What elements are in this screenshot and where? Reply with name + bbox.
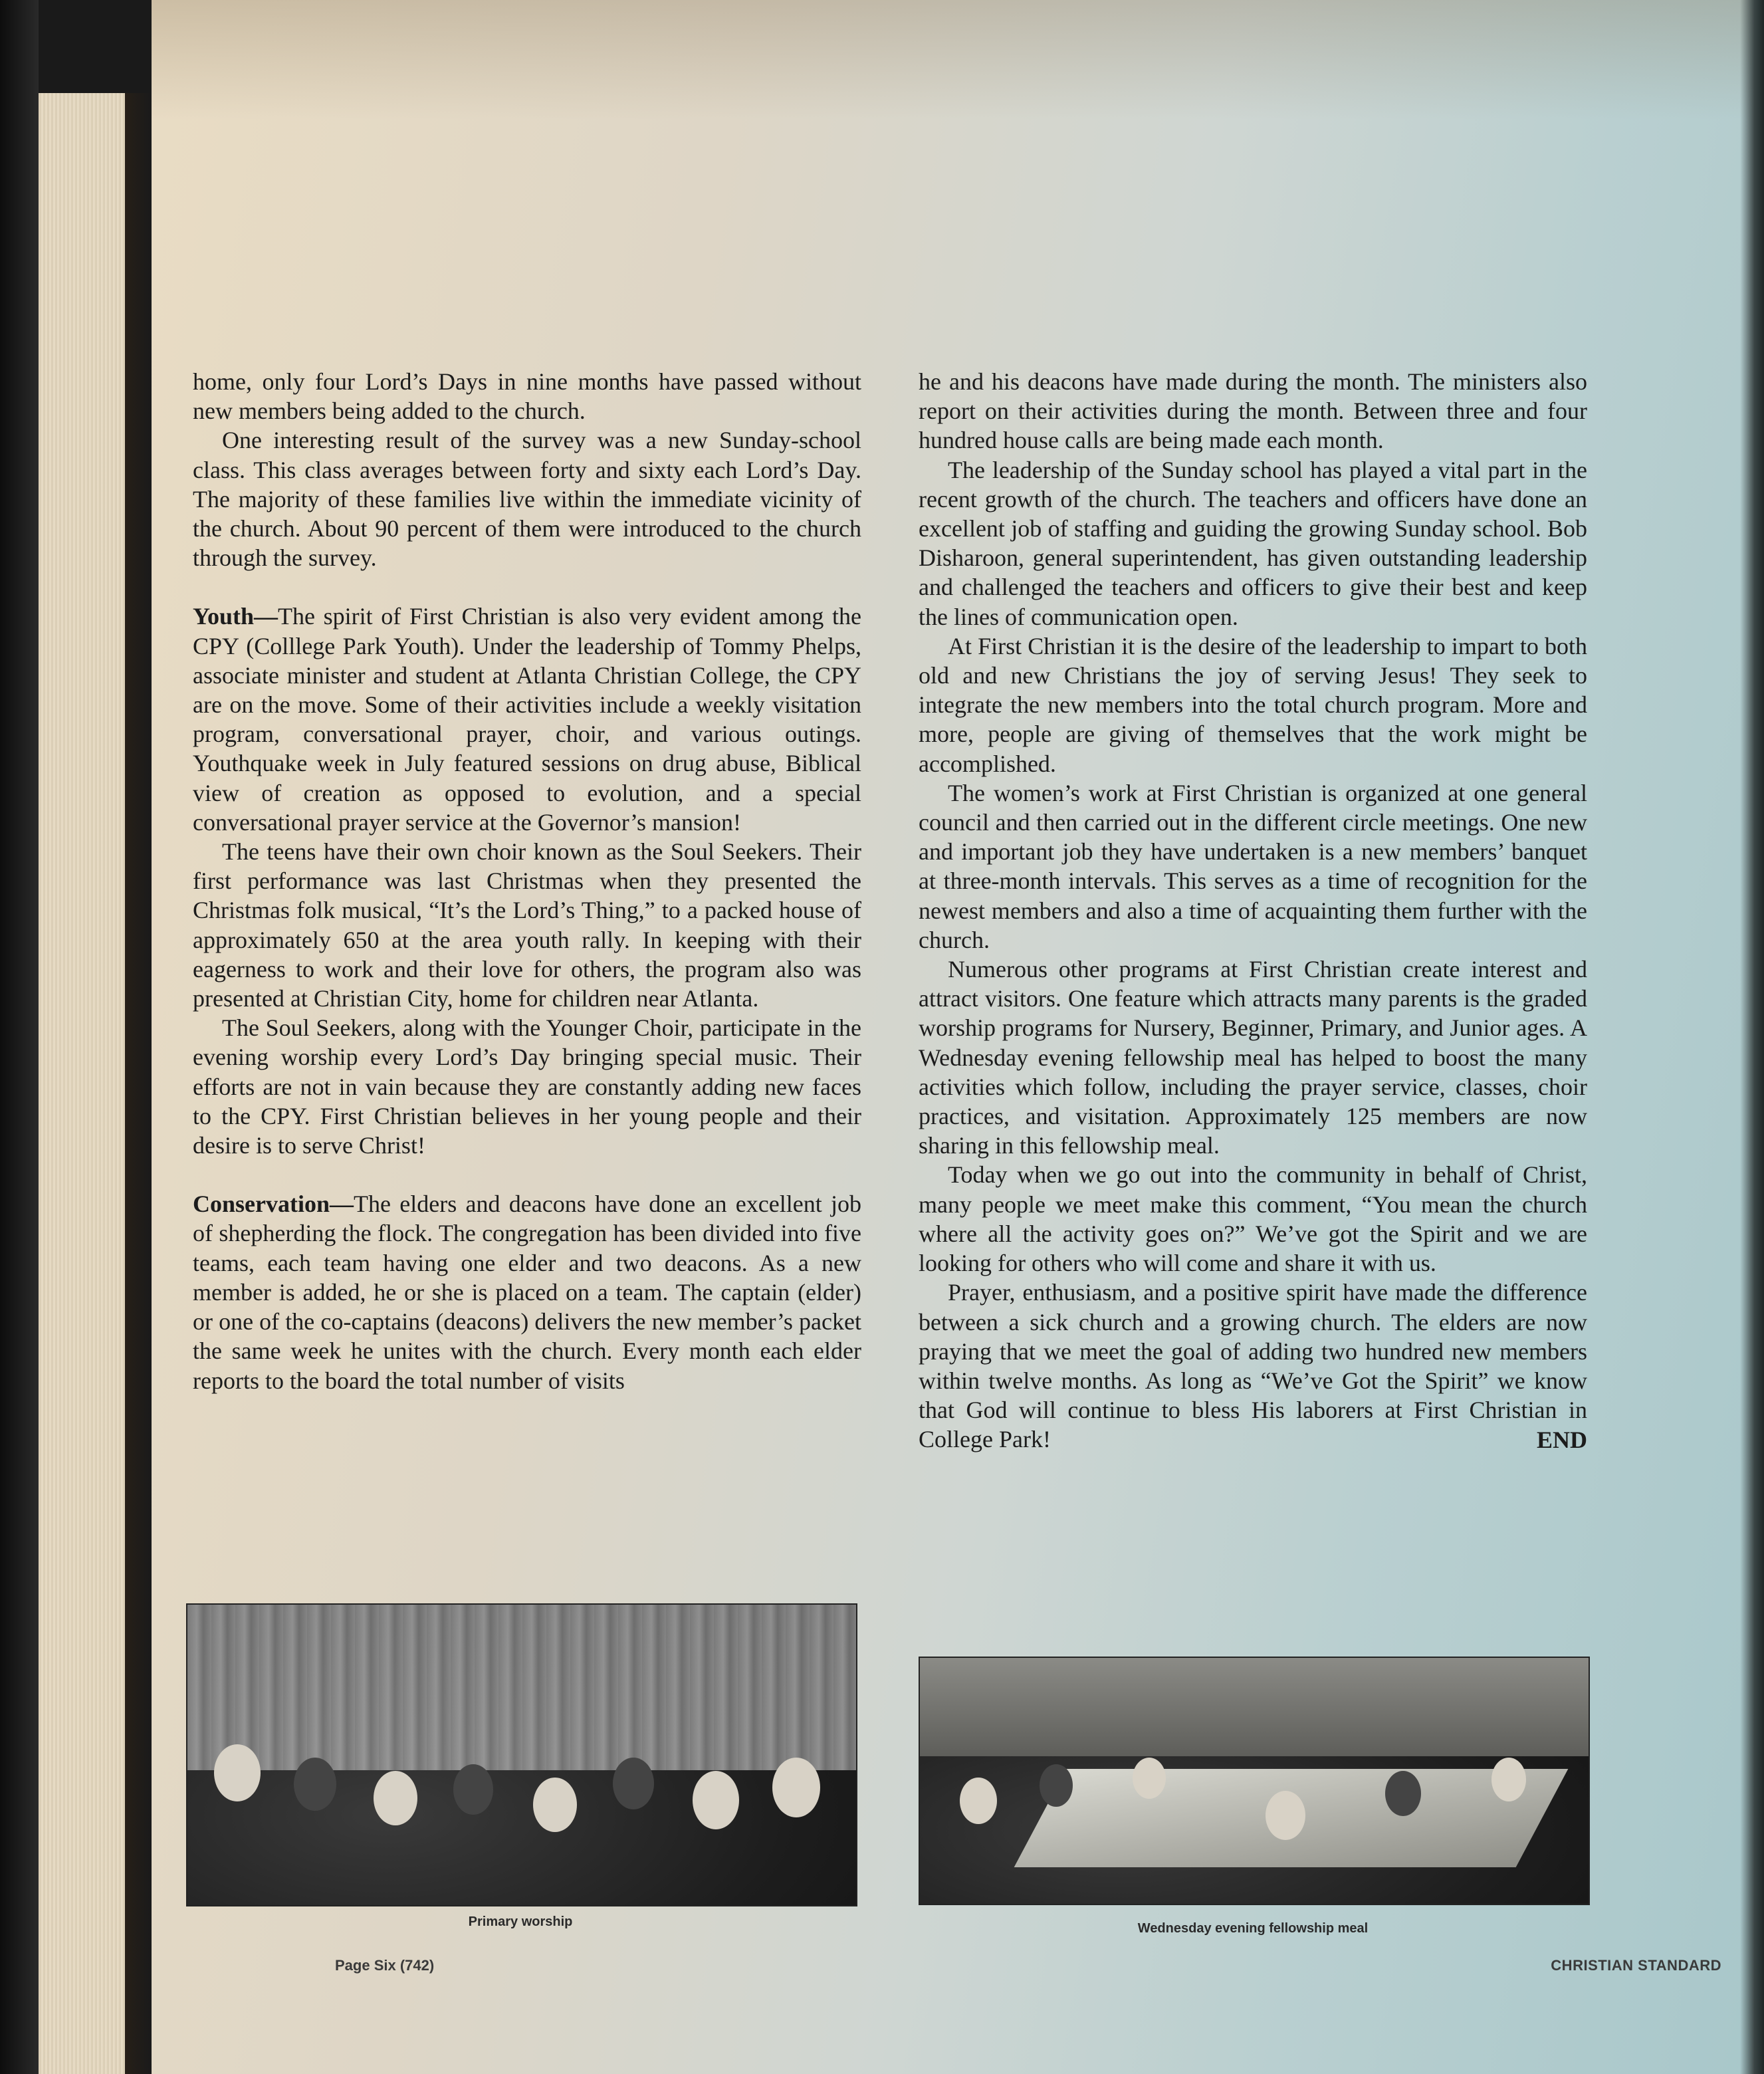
page-stack-edge [39,93,125,2074]
book-binding-edge [0,0,39,2074]
photo-caption-fellowship-meal: Wednesday evening fellowship meal [1137,1921,1369,1936]
paragraph [919,778,1587,955]
paragraph [193,837,861,1013]
paragraph-text: Today when we go out into the community in behalf of Christ, many people we meet make this comment, “You mean the church where all the activity goes on?” We’ve got the Spirit and we are looking for others who will come and share it with us. [919,1161,1587,1277]
article-left-column [193,367,861,1395]
section-heading: Youth— [193,603,278,630]
photo-fellowship-meal [919,1657,1590,1905]
paragraph-text: home, only four Lord’s Days in nine months have passed without new members being added to the church. [193,368,861,425]
page-number-label: Page Six (742) [335,1957,435,1974]
paragraph-text: The Soul Seekers, along with the Younger Choir, participate in the evening worship every Lord’s Day bringing special music. Their efforts are not in vain because they are constantly adding new faces to the CPY. First Christian believes in her young people and their desire is to serve Christ! [193,1014,861,1159]
paragraph [919,367,1587,455]
end-mark: END [1536,1426,1587,1453]
paragraph-text: The leadership of the Sunday school has played a vital part in the recent growth of the church. The teachers and officers have done an excellent job of staffing and guiding the growing Sunday school. Bob Disharoon, general superintendent, has given outstanding leadership and challenged the teachers and officers to give their best and keep the lines of communication open. [919,456,1587,630]
paragraph [919,955,1587,1160]
paragraph-text: Numerous other programs at First Christian create interest and attract visitors. One feature which attracts many parents is the graded worship programs for Nursery, Beginner, Primary, and Junior ages. A Wednesday evening fellowship meal has helped to boost the many activities which follow, including the prayer service, classes, choir practices, and visitation. Approximately 125 members are now sharing in this fellowship meal. [919,956,1587,1159]
gutter-shadow [125,93,152,2074]
paragraph-text: The elders and deacons have done an excellent job of shepherding the flock. The congregation has been divided into five teams, each team having one elder and two deacons. As a new member is added, he or she is placed on a team. The captain (elder) or one of the co-captains (deacons) delivers the new member’s packet the same week he unites with the church. Every month each elder reports to the board the total number of visits [193,1191,861,1394]
paragraph [193,367,861,425]
paragraph-text: The spirit of First Christian is also very evident among the CPY (Colllege Park Youth). Under the leadership of Tommy Phelps, associate minister and student at Atlanta Christian College, the CPY are on the move. Some of their activities include a weekly visitation program, conversational prayer, choir, and various outings. Youthquake week in July featured sessions on drug abuse, Biblical view of creation as opposed to evolution, and a special conversational prayer service at the Governor’s mansion! [193,603,861,836]
paragraph-text: Prayer, enthusiasm, and a positive spirit have made the difference between a sick church and a growing church. The elders are now praying that we meet the goal of adding two hundred new members within twelve months. As long as “We’ve Got the Spirit” we know that God will continue to bless His laborers at First Christian in College Park! [919,1279,1587,1453]
magazine-name: CHRISTIAN STANDARD [1551,1957,1721,1974]
paragraph [193,1013,861,1160]
paragraph-text: he and his deacons have made during the month. The ministers also report on their activities during the month. Between three and four hundred house calls are being made each month. [919,368,1587,454]
paragraph [919,1160,1587,1278]
paragraph-text: The teens have their own choir known as the Soul Seekers. Their first performance was last Christmas when they presented the Christmas folk musical, “It’s the Lord’s Thing,” to a packed house of approximately 650 at the area youth rally. In keeping with their eagerness to work and their love for others, the program also was presented at Christian City, home for children near Atlanta. [193,838,861,1012]
page-right-edge [1740,0,1764,2074]
paragraph [919,632,1587,778]
paragraph [193,425,861,572]
paragraph-text: One interesting result of the survey was a new Sunday-school class. This class averages between forty and sixty each Lord’s Day. The majority of these families live within the immediate vicinity of the church. About 90 percent of them were introduced to the church through the survey. [193,427,861,572]
paragraph-text: The women’s work at First Christian is organized at one general council and then carried out in the different circle meetings. One new and important job they have undertaken is a new members’ banquet at three-month intervals. This serves as a time of recognition for the newest members and also a time of acquainting them further with the church. [919,779,1587,953]
photo-primary-worship [186,1603,857,1906]
paragraph [919,455,1587,632]
paragraph [193,1189,861,1395]
photo-caption-primary-worship: Primary worship [468,1914,573,1929]
article-right-column [919,367,1587,1454]
paragraph [193,602,861,837]
paragraph-text: At First Christian it is the desire of the leadership to impart to both old and new Christians the joy of serving Jesus! They seek to integrate the new members into the total church program. More and more, people are giving of themselves that the work might be accomplished. [919,632,1587,777]
section-heading: Conservation— [193,1191,354,1218]
